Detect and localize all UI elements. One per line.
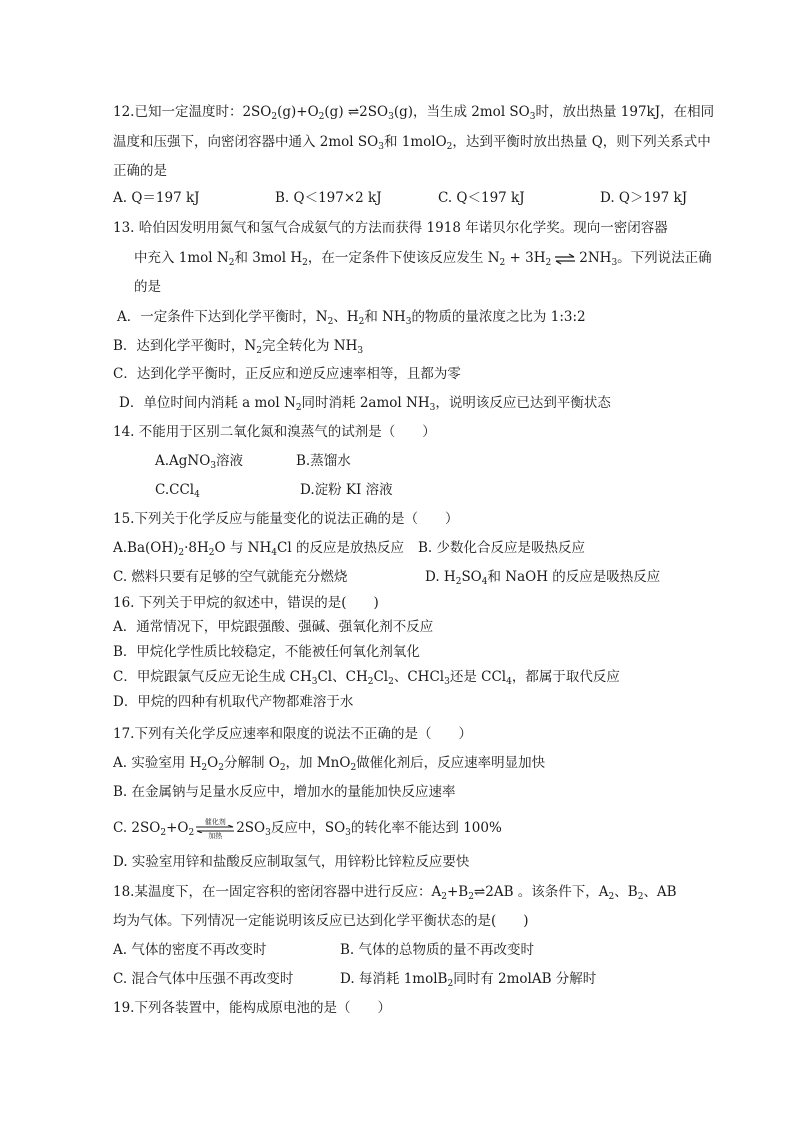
q12-option-d: D. Q＞197 kJ	[600, 190, 688, 206]
q17-option-a: A. 实验室用 $H_2O_2$分解制 $O_2$，加 MnO$_2$做催化剂后，反应速率明显加快	[113, 755, 546, 773]
q17-option-b: B. 在金属钠与足量水反应中，增加水的量能加快反应速率	[113, 784, 456, 800]
q16-option-b: B．甲烷化学性质比较稳定，不能被任何氧化剂氧化	[113, 644, 420, 660]
q15-option-c: C. 燃料只要有足够的空气就能充分燃烧	[113, 569, 348, 585]
q15-option-d: D. $H_2SO_4$和 NaOH 的反应是吸热反应	[425, 569, 661, 587]
q12-option-c: C. Q＜197 kJ	[438, 190, 525, 206]
q13-option-d: D．单位时间内消耗 a mol $N_2$同时消耗 2amol $NH_3$，说明该反应已达到平衡状态	[119, 395, 611, 413]
q17-stem: 17.下列有关化学反应速率和限度的说法不正确的是（ ）	[113, 726, 472, 742]
q16-option-a: A．通常情况下，甲烷跟强酸、强碱、强氧化剂不反应	[113, 619, 434, 635]
catalyst-equilibrium-arrow	[195, 817, 235, 840]
q18-option-b: B. 气体的总物质的量不再改变时	[340, 942, 535, 958]
q14-option-b: B.蒸馏水	[296, 453, 351, 469]
q14-stem: 14. 不能用于区别二氧化氮和溴蒸气的试剂是（ ）	[113, 424, 436, 440]
q14-option-c: C.CCl$_4$	[155, 482, 200, 500]
q18-option-d: D. 每消耗 1molB$_2$同时有 2molAB 分解时	[340, 971, 597, 989]
q18-option-c: C. 混合气体中压强不再改变时	[113, 971, 294, 987]
q14-option-a: A.AgNO$_3$溶液	[155, 453, 244, 471]
q14-option-d: D.淀粉 KI 溶液	[300, 482, 393, 498]
q18-line-1: 18.某温度下，在一固定容积的密闭容器中进行反应：$A_2+B_2\rightleftharpoons 2AB$ 。该条件下，$A_2$、$B_2$、AB	[113, 884, 677, 902]
q18-line-2: 均为气体。下列情况一定能说明该反应已达到化学平衡状态的是( )	[113, 913, 529, 929]
q13-line-1: 13. 哈伯因发明用氮气和氢气合成氨气的方法而获得 1918 年诺贝尔化学奖。现向一密闭容器	[113, 220, 668, 236]
q12-line-1: 12.已知一定温度时：$2SO_2(g)+O_2(g)$ $\rightleftharpoons 2SO_3(g)$，当生成 2mol $SO_3$时，放出热量 197kJ，在相同	[113, 104, 715, 122]
q19-stem: 19.下列各装置中，能构成原电池的是（ ）	[113, 1000, 391, 1016]
reversible-arrow-icon	[554, 253, 576, 265]
q12-option-a: A. Q＝197 kJ	[113, 190, 200, 206]
q16-option-c: C．甲烷跟氯气反应无论生成 $CH_3Cl$、$CH_2Cl_2$、CHCl$_3$还是 CCl$_4$，都属于取代反应	[113, 669, 620, 687]
q15-option-a: $A.Ba(OH)_2\cdot 8H_2O$ 与 $NH_4Cl$ 的反应是放热反应	[113, 540, 404, 558]
q13-line-3: 的是	[134, 279, 161, 295]
arrow-condition-bottom: 加热	[208, 831, 223, 840]
q16-option-d: D．甲烷的四种有机取代产物都难溶于水	[113, 694, 354, 710]
q15-option-b: B. 少数化合反应是吸热反应	[418, 540, 586, 556]
q15-stem: 15.下列关于化学反应与能量变化的说法正确的是（ ）	[113, 511, 459, 527]
q17-option-c: C. $2SO_2+O_2$ 催化剂 加热 $2SO_3$反应中，$SO_3$的转化率不能达到 100%	[113, 817, 502, 840]
q17-option-d: D. 实验室用锌和盐酸反应制取氢气，用锌粉比锌粒反应要快	[113, 854, 470, 870]
q18-option-a: A. 气体的密度不再改变时	[113, 942, 267, 958]
q12-line-3: 正确的是	[113, 163, 167, 179]
q13-line-2: 中充入 1mol $N_2$和 3mol $H_2$，在一定条件下使该反应发生 $N_2 + 3H_2$ $2NH_3$。下列说法正确	[134, 250, 712, 268]
q13-option-b: B．达到化学平衡时，$N_2$完全转化为 $NH_3$	[113, 338, 364, 356]
q12-line-2: 温度和压强下，向密闭容器中通入 2mol $SO_3$和 1molO$_2$，达到平衡时放出热量 Q，则下列关系式中	[113, 134, 711, 152]
q12-option-b: B. Q＜197×2 kJ	[275, 190, 382, 206]
q13-option-c: C．达到化学平衡时，正反应和逆反应速率相等，且都为零	[113, 366, 461, 382]
arrow-condition-top: 催化剂	[204, 817, 226, 826]
q16-stem: 16. 下列关于甲烷的叙述中，错误的是( )	[113, 595, 379, 611]
q13-option-a: A．一定条件下达到化学平衡时，$N_2$、$H_2$和 $NH_3$的物质的量浓度之比为 1:3:2	[117, 309, 586, 327]
